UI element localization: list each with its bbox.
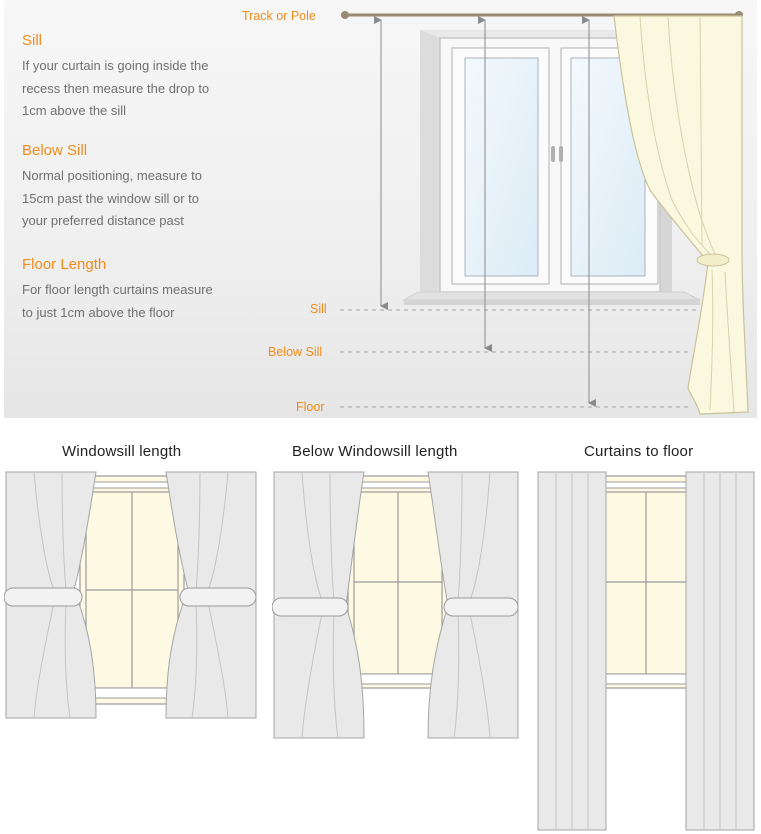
sill-label: Sill: [310, 302, 327, 316]
windowsill-length-curtains-icon: [4, 470, 258, 720]
window-sill: [404, 292, 700, 305]
floor-label: Floor: [296, 400, 325, 414]
reference-lines: [340, 310, 700, 407]
floor-length-guide-title: Floor Length: [22, 256, 107, 273]
floor-length-curtains-icon: [536, 470, 758, 832]
floor-length-guide-text: For floor length curtains measure to just 1cm above the floor: [22, 282, 213, 320]
below-sill-guide-title: Below Sill: [22, 142, 88, 159]
below-windowsill-length-curtains-icon: [272, 470, 520, 740]
curtains-to-floor-caption: Curtains to floor: [584, 443, 694, 460]
below-sill-label: Below Sill: [268, 345, 323, 359]
sill-guide-title: Sill: [22, 32, 43, 49]
window-handle-icon: [551, 146, 555, 162]
windowsill-length-caption: Windowsill length: [62, 443, 182, 460]
track-label: Track or Pole: [242, 9, 316, 23]
below-windowsill-length-caption: Below Windowsill length: [292, 443, 458, 460]
sill-guide-text: If your curtain is going inside the recess then measure the drop to 1cm above the sill: [22, 58, 210, 118]
tieback-icon: [697, 254, 729, 266]
below-sill-guide-text: Normal positioning, measure to 15cm past the window sill or to your preferred distance past: [22, 168, 202, 228]
